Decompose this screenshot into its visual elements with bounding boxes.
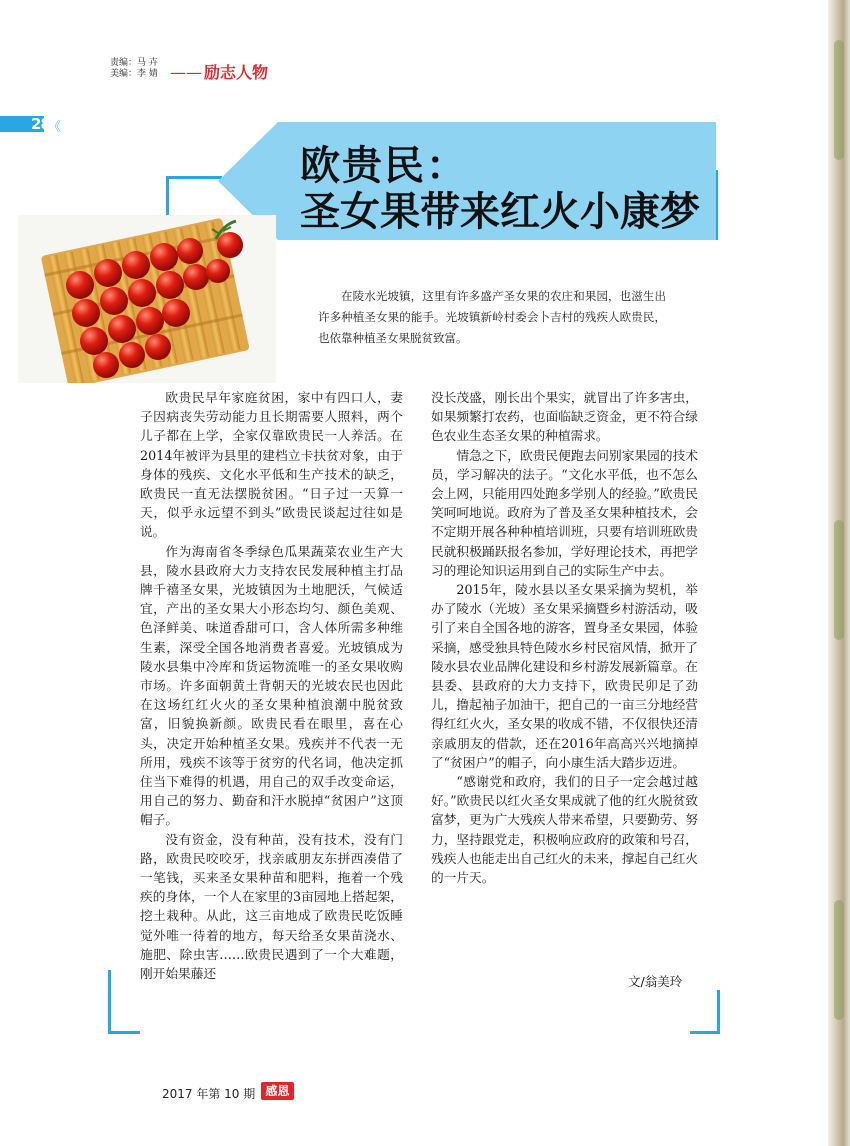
plant-stem-decoration [834, 900, 844, 1020]
column-name: 励志人物 [204, 63, 269, 82]
article-column-left [140, 388, 403, 983]
article-paragraph: “感谢党和政府，我们的日子一定会越过越好。”欧贵民以红火圣女果成就了他的红火脱贫致富梦，更为广大残疾人带来希望，只要勤劳、努力，坚持跟党走，积极响应政府的政策和号召，残疾人也能走出自己红火的未来，撑起自己红火的一片天。 [431, 774, 698, 886]
magazine-logo: 感恩 [261, 1082, 294, 1100]
editor-credits [110, 58, 158, 80]
article-paragraph: 作为海南省冬季绿色瓜果蔬菜农业生产大县，陵水县政府大力支持农民发展种植主打品牌千禧圣女果，光坡镇因为土地肥沃，气候适宜，产出的圣女果大小形态均匀、颜色美观、色泽鲜美、味道香甜可口，含人体所需多种维生素，深受全国各地消费者喜爱。光坡镇成为陵水县集中冷库和货运物流唯一的圣女果收购市场。许多面朝黄土背朝天的光坡农民也因此在这场红红火火的圣女果种植浪潮中脱贫致富，旧貌换新颜。欧贵民看在眼里，喜在心头，决定开始种植圣女果。残疾并不代表一无所用，残疾不该等于贫穷的代名词，他决定抓住当下难得的机遇，用自己的双手改变命运，用自己的努力、勤奋和汗水脱掉“贫困户”这顶帽子。 [140, 543, 403, 828]
double-chevron-icon: 《 [48, 120, 62, 135]
bracket-line [166, 176, 169, 216]
column-dash: —— [170, 63, 202, 82]
bracket-line [717, 990, 720, 1034]
bracket-line [108, 1031, 140, 1034]
cherry-tomato-illustration [18, 215, 276, 383]
article-title-line2: 圣女果带来红火小康梦 [300, 188, 700, 235]
article-paragraph: 2015年，陵水县以圣女果采摘为契机，举办了陵水（光坡）圣女果采摘暨乡村游活动，吸引了来自全国各地的游客，置身圣女果园，体验采摘，感受独具特色陵水乡村民宿风情，掀开了陵水县农业品牌化建设和乡村游发展新篇章。在县委、县政府的大力支持下，欧贵民卯足了劲儿，撸起袖子加油干，把自己的一亩三分地经营得红红火火，圣女果的收成不错，不仅很快还清亲戚朋友的借款，还在2016年高高兴兴地摘掉了“贫困户”的帽子，向小康生活大踏步迈进。 [431, 582, 698, 770]
author-byline: 文/翁美玲 [628, 974, 683, 989]
plant-stem-decoration [834, 520, 844, 640]
bracket-line [166, 176, 222, 179]
designer-line: 美编：李 婧 [110, 69, 158, 79]
cherry-tomato-photo [18, 215, 276, 383]
article-paragraph: 没长茂盛，刚长出个果实，就冒出了许多害虫，如果频繁打农药，也面临缺乏资金，更不符合绿色农业生态圣女果的种植需求。 [431, 390, 698, 444]
article-title-line1: 欧贵民： [300, 142, 468, 189]
article-paragraph: 没有资金，没有种苗，没有技术，没有门路，欧贵民咬咬牙，找亲戚朋友东拼西凑借了一笔钱，买来圣女果种苗和肥料，拖着一个残疾的身体，一个人在家里的3亩园地上搭起架，挖土栽种。从此，这三亩地成了欧贵民吃饭睡觉外唯一待着的地方，每天给圣女果苗浇水、施肥、除虫害……欧贵民遇到了一个大难题，刚开始果藤还 [140, 831, 403, 982]
page-number: 28 [31, 115, 50, 133]
editor-line: 责编：马 卉 [110, 58, 158, 68]
plant-stem-decoration [834, 40, 844, 160]
bracket-line [690, 1031, 720, 1034]
issue-label: 2017 年第 10 期 [162, 1087, 256, 1101]
article-column-right [431, 388, 698, 887]
article-paragraph: 情急之下，欧贵民便跑去问别家果园的技术员，学习解决的法子。“文化水平低，也不怎么会上网，只能用四处跑多学别人的经验。”欧贵民笑呵呵地说。政府为了普及圣女果种植技术，会不定期开展各种种植培训班，只要有培训班欧贵民就积极踊跃报名参加，学好理论技术，再把学习的理论知识运用到自己的实际生产中去。 [431, 447, 698, 578]
page-edge-decoration [828, 0, 850, 1146]
article-intro: 在陵水光坡镇，这里有许多盛产圣女果的农庄和果园，也滋生出许多种植圣女果的能手。光坡镇新岭村委会卜吉村的残疾人欧贵民，也依靠种植圣女果脱贫致富。 [318, 289, 666, 345]
column-heading [170, 60, 268, 83]
article-paragraph: 欧贵民早年家庭贫困，家中有四口人，妻子因病丧失劳动能力且长期需要人照料，两个儿子都在上学，全家仅靠欧贵民一人养活。在2014年被评为县里的建档立卡扶贫对象，由于身体的残疾、文化水平低和生产技术的缺乏，欧贵民一直无法摆脱贫困。“日子过一天算一天，似乎永远望不到头”欧贵民谈起过往如是说。 [140, 390, 403, 540]
bracket-line [108, 970, 111, 1034]
